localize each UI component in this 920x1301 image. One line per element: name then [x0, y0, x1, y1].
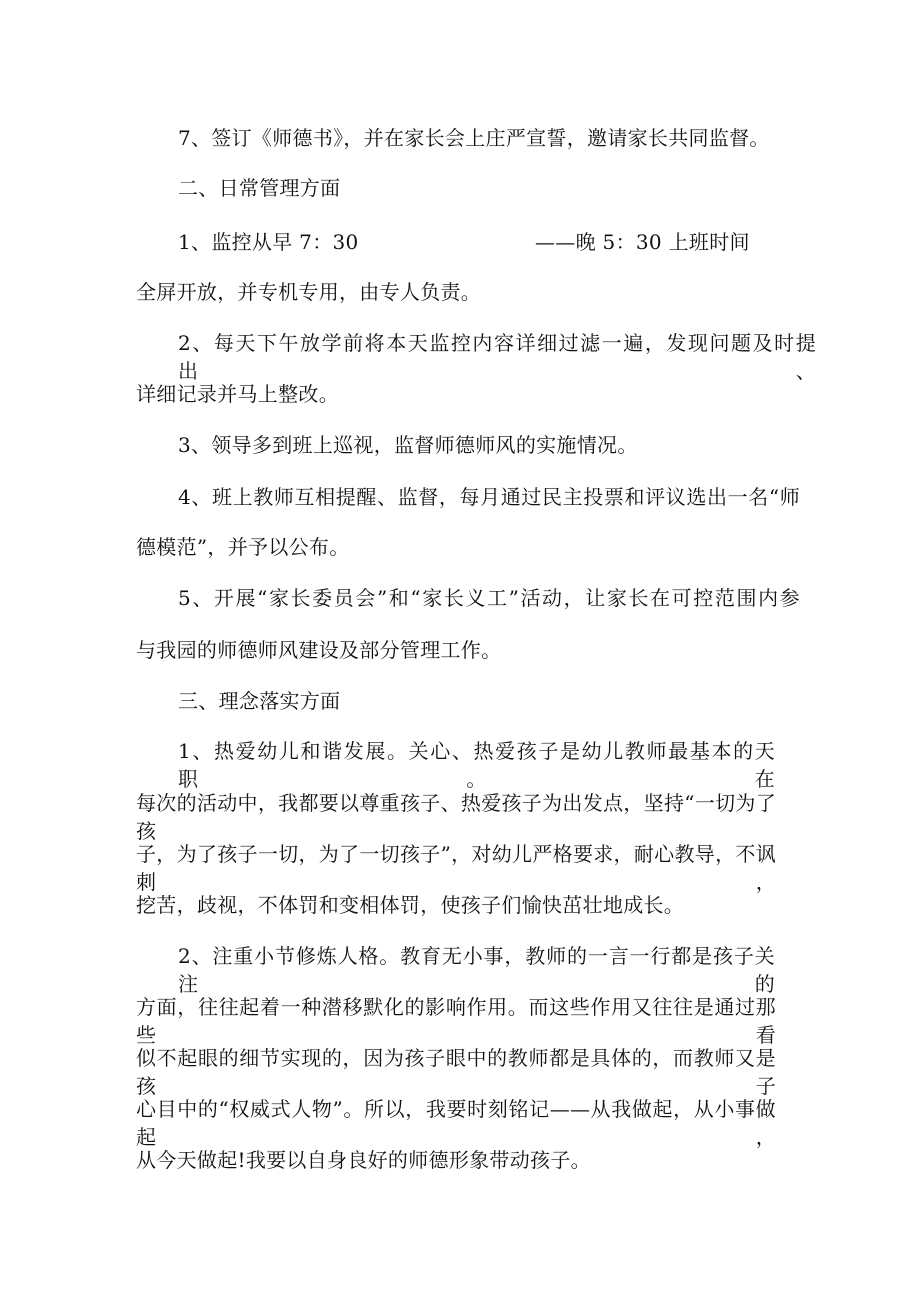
monitoring-end-time: ——晚 5：30 上班时间 — [535, 230, 750, 254]
item-7-text: 7、签订《师德书》，并在家长会上庄严宣誓，邀请家长共同监督。 — [178, 126, 770, 150]
concept-item-2-line-1: 2、注重小节修炼人格。教育无小事，教师的一言一行都是孩子关注的 — [178, 944, 775, 996]
concept-item-1-line-1: 1、热爱幼儿和谐发展。关心、热爱孩子是幼儿教师最基本的天职。在 — [178, 739, 775, 791]
concept-item-1-line-3: 子，为了孩子一切，为了一切孩子”，对幼儿严格要求，耐心教导，不讽刺， — [136, 842, 776, 894]
item-4-line-1: 4、班上教师互相提醒、监督，每月通过民主投票和评议选出一名“师 — [178, 485, 800, 509]
item-5-line-1: 5、开展“家长委员会”和“家长义工”活动，让家长在可控范围内参 — [178, 586, 800, 610]
item-5-line-2: 与我园的师德师风建设及部分管理工作。 — [136, 638, 502, 662]
item-2-line-2: 详细记录并马上整改。 — [136, 382, 339, 406]
concept-item-1-line-4: 挖苦，歧视，不体罚和变相体罚，使孩子们愉快茁壮地成长。 — [136, 893, 685, 917]
item-3-text: 3、领导多到班上巡视，监督师德师风的实施情况。 — [178, 433, 638, 457]
item-4-line-2: 德模范”，并予以公布。 — [136, 535, 350, 559]
monitoring-start-time: 1、监控从早 7：30 — [178, 230, 359, 254]
item-2-line-1: 2、每天下午放学前将本天监控内容详细过滤一遍，发现问题及时提出、 — [178, 331, 816, 383]
concept-item-2-line-2: 方面，往往起着一种潜移默化的影响作用。而这些作用又往往是通过那些看 — [136, 995, 776, 1047]
concept-item-1-line-2: 每次的活动中，我都要以尊重孩子、热爱孩子为出发点，坚持“一切为了孩 — [136, 791, 776, 843]
concept-item-2-line-4: 心目中的“权威式人物”。所以，我要时刻铭记——从我做起，从小事做起， — [136, 1097, 776, 1149]
section-heading-concept-implementation: 三、理念落实方面 — [178, 689, 341, 713]
concept-item-2-line-5: 从今天做起!我要以自身良好的师德形象带动孩子。 — [136, 1148, 591, 1172]
item-1-monitoring-line — [0, 228, 920, 256]
item-1-continuation: 全屏开放，并专机专用，由专人负责。 — [136, 280, 482, 304]
section-heading-daily-management: 二、日常管理方面 — [178, 176, 341, 200]
concept-item-2-line-3: 似不起眼的细节实现的，因为孩子眼中的教师都是具体的，而教师又是孩子 — [136, 1046, 776, 1098]
